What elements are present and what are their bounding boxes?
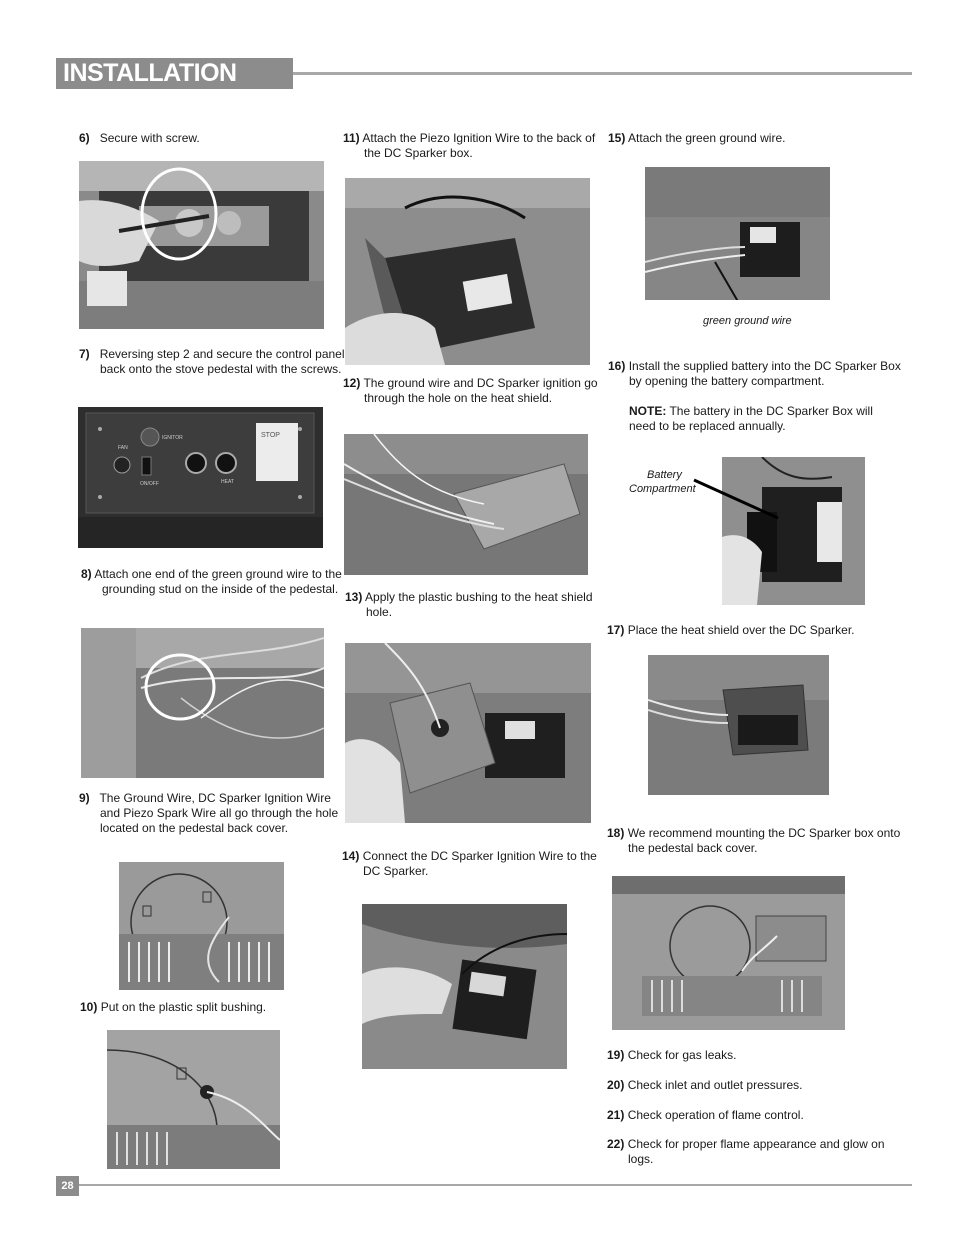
panel-label-on-off: ON/OFF: [140, 481, 159, 487]
section-title: INSTALLATION: [63, 59, 237, 87]
photo-grounding-stud: [81, 628, 324, 778]
panel-label-ignitor: IGNITOR: [162, 435, 183, 441]
section-header: [56, 58, 293, 89]
step-13: 13) Apply the plastic bushing to the heat shield hole.: [345, 590, 593, 619]
panel-label-stop: STOP: [261, 432, 280, 439]
caption-battery-line1: Battery: [647, 469, 682, 481]
step-20: 20) Check inlet and outlet pressures.: [607, 1078, 803, 1092]
caption-battery-line2: Compartment: [629, 483, 696, 495]
photo-green-ground-wire: [645, 167, 830, 300]
step-7: 7) Reversing step 2 and secure the control panel back onto the stove pedestal with the screws.: [79, 347, 345, 376]
page-number: 28: [56, 1176, 79, 1196]
step-9: 9) The Ground Wire, DC Sparker Ignition Wire and Piezo Spark Wire all go through the hole located on the pedestal back cover.: [79, 791, 339, 835]
step-18: 18) We recommend mounting the DC Sparker box onto the pedestal back cover.: [607, 826, 901, 855]
photo-connect-sparker: [362, 904, 567, 1069]
step-6: 6) Secure with screw.: [79, 131, 200, 145]
step-11: 11) Attach the Piezo Ignition Wire to the back of the DC Sparker box.: [343, 131, 596, 160]
panel-label-fan: FAN: [118, 445, 128, 451]
caption-green-ground-wire: green ground wire: [703, 315, 792, 327]
footer-rule: [79, 1184, 912, 1186]
panel-label-heat: HEAT: [221, 479, 234, 485]
photo-control-panel: [78, 407, 323, 548]
battery-pointer-arrow: [690, 470, 785, 525]
photo-mounted-sparker: [612, 876, 845, 1030]
step-14: 14) Connect the DC Sparker Ignition Wire to the DC Sparker.: [342, 849, 597, 878]
photo-heat-shield-wires: [344, 434, 588, 575]
photo-heat-shield-over-sparker: [648, 655, 829, 795]
photo-secure-screw: [79, 161, 324, 329]
photo-split-bushing: [107, 1030, 280, 1169]
battery-note: NOTE: The battery in the DC Sparker Box will need to be replaced annually.: [629, 404, 873, 433]
header-rule: [293, 72, 912, 75]
photo-back-cover-hole: [119, 862, 284, 990]
step-10: 10) Put on the plastic split bushing.: [80, 1000, 267, 1014]
step-22: 22) Check for proper flame appearance and glow on logs.: [607, 1137, 885, 1166]
step-19: 19) Check for gas leaks.: [607, 1048, 737, 1062]
step-17: 17) Place the heat shield over the DC Sparker.: [607, 623, 855, 637]
step-8: 8) Attach one end of the green ground wire to the grounding stud on the inside of the pedestal.: [81, 567, 342, 596]
step-15: 15) Attach the green ground wire.: [608, 131, 786, 145]
step-16: 16) Install the supplied battery into the DC Sparker Box by opening the battery compartment.: [608, 359, 901, 388]
step-21: 21) Check operation of flame control.: [607, 1108, 804, 1122]
step-12: 12) The ground wire and DC Sparker ignition go through the hole on the heat shield.: [343, 376, 598, 405]
photo-sparker-box-back: [345, 178, 590, 365]
photo-plastic-bushing: [345, 643, 591, 823]
